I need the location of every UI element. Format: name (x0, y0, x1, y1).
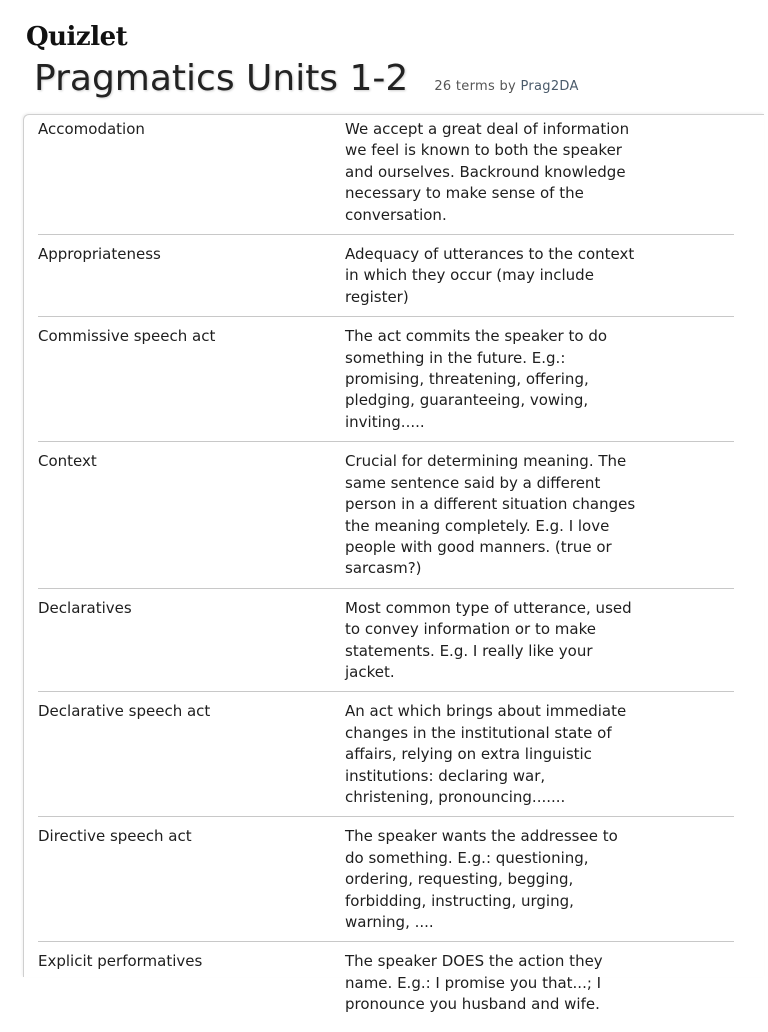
term-row (38, 450, 734, 588)
term-row (38, 118, 734, 235)
definition-text: The speaker DOES the action they name. E.g.: I promise you that...; I pronounce you husband and wife. (345, 952, 603, 1014)
set-title: Pragmatics Units 1-2 (34, 58, 409, 99)
definition-text: An act which brings about immediate changes in the institutional state of affairs, relying on extra linguistic institutions: declaring war, christening, pronouncing....... (345, 702, 627, 806)
set-header (34, 56, 579, 102)
term-row (38, 950, 734, 1023)
term-text: Commissive speech act (38, 327, 216, 346)
term-row (38, 700, 734, 817)
author-name: Prag2DA (520, 79, 579, 94)
definition-text: The speaker wants the addressee to do something. E.g.: questioning, ordering, requesting, begging, forbidding, instructing, urging, warning, .... (345, 827, 618, 931)
set-meta (434, 79, 578, 94)
term-text: Explicit performatives (38, 952, 203, 971)
terms-list (38, 118, 734, 1032)
definition-text: The act commits the speaker to do something in the future. E.g.: promising, threatening, offering, pledging, guaranteeing, vowing, inviting..... (345, 327, 608, 431)
definition-text: Crucial for determining meaning. The same sentence said by a different person in a different situation changes the meaning completely. E.g. I love people with good manners. (true or sarcasm?) (345, 452, 636, 578)
term-text: Accomodation (38, 120, 145, 138)
terms-count: 26 terms (434, 79, 496, 94)
definition-text: We accept a great deal of information we feel is known to both the speaker and ourselves. Backround knowledge necessary to make sense of the conversation. (345, 120, 630, 224)
term-row (38, 243, 734, 317)
definition-text: Most common type of utterance, used to convey information or to make statements. E.g. I really like your jacket. (345, 598, 632, 681)
term-text: Declaratives (38, 598, 132, 617)
term-row (38, 825, 734, 942)
term-text: Directive speech act (38, 827, 192, 846)
term-text: Declarative speech act (38, 702, 211, 721)
term-text: Context (38, 452, 97, 471)
definition-text: Adequacy of utterances to the context in which they occur (may include register) (345, 245, 635, 306)
by-label: by (499, 79, 517, 94)
term-text: Appropriateness (38, 245, 161, 264)
quizlet-logo: Quizlet (26, 22, 128, 52)
term-row (38, 325, 734, 442)
term-row (38, 597, 734, 693)
